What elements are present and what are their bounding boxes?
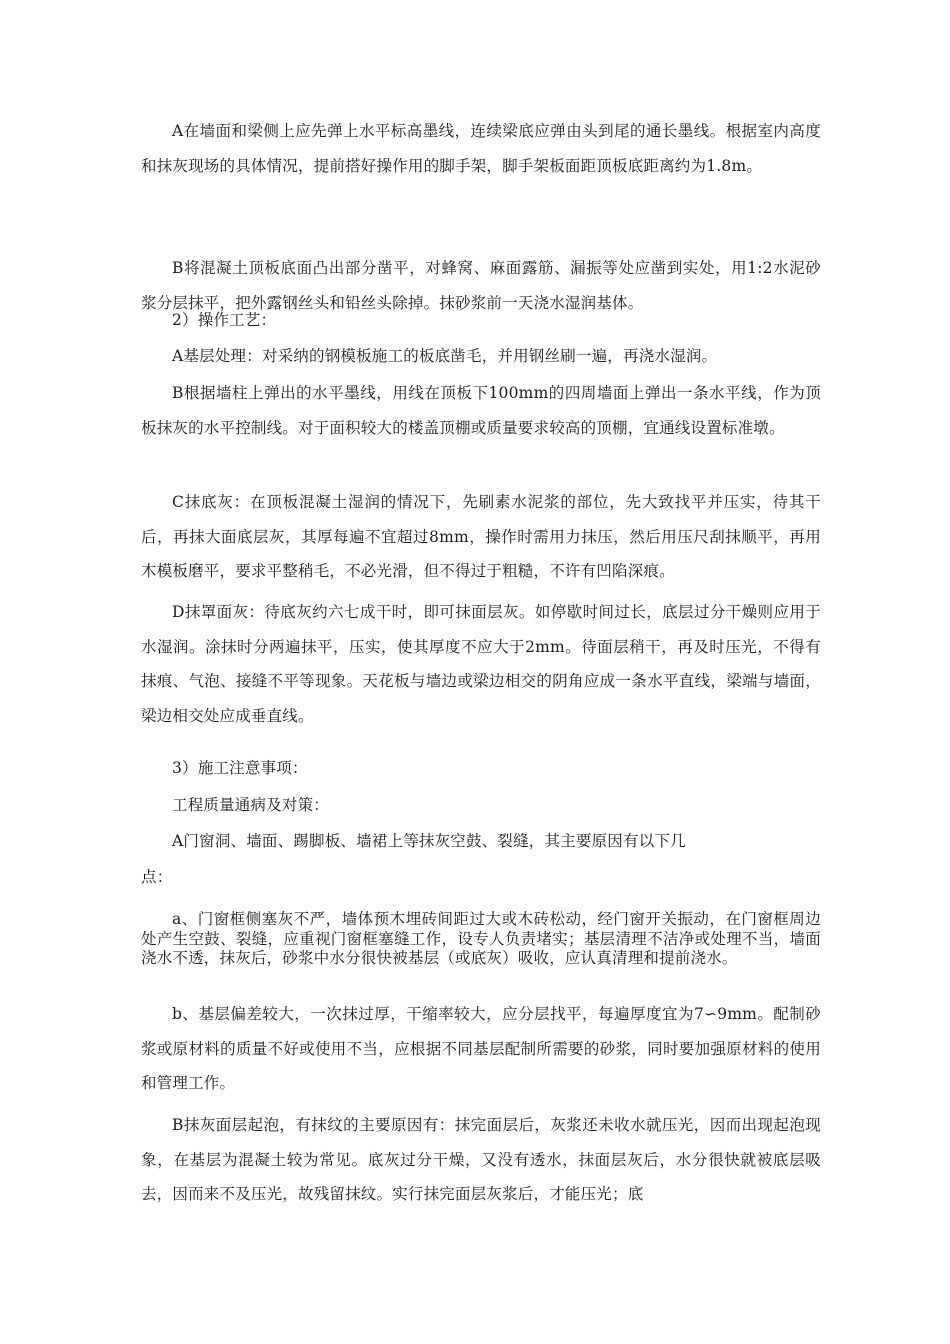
list-item-a: a、门窗框侧塞灰不严，墙体预木埋砖间距过大或木砖松动，经门窗开关振动，在门窗框周边处产生空鼓、裂缝，应重视门窗框塞缝工作，设专人负责堵实；基层清理不洁净或处理不当，墙面浇水不透，抹灰后，砂浆中水分很快被基层（或底灰）吸收，应认真清理和提前浇水。: [141, 910, 821, 967]
paragraph-ink-line-marking: A在墙面和梁侧上应先弹上水平标高墨线，连续梁底应弹由头到尾的通长墨线。根据室内高度和抹灰现场的具体情况，提前搭好操作用的脚手架，脚手架板面距顶板底距离约为1.8m。: [141, 122, 821, 175]
paragraph-base-coat: C抹底灰：在顶板混凝土湿润的情况下，先刷素水泥浆的部位，先大致找平并压实，待其干后，再抹大面底层灰，其厚每遍不宜超过8mm，操作时需用力抹压，然后用压尺刮抹顺平，再用木模板磨平，要求平整稍毛，不必光滑，但不得过于粗糙，不许有凹陷深痕。: [141, 493, 821, 580]
section-heading-operation-process: 2）操作工艺：: [172, 311, 277, 329]
section-heading-construction-notes: 3）施工注意事项：: [172, 759, 308, 777]
paragraph-horizontal-control-line: B根据墙柱上弹出的水平墨线，用线在顶板下100mm的四周墙面上弹出一条水平线，作为顶板抹灰的水平控制线。对于面积较大的楼盖顶棚或质量要求较高的顶棚，宜通线设置标准墩。: [141, 384, 821, 437]
paragraph-surface-blistering: B抹灰面层起泡，有抹纹的主要原因有：抹完面层后，灰浆还未收水就压光，因而出现起泡现象，在基层为混凝土较为常见。底灰过分干燥，又没有透水，抹面层灰后，水分很快就被底层吸去，因而来不及压光，故残留抹纹。实行抹完面层灰浆后，才能压光；底: [141, 1116, 821, 1203]
paragraph-base-treatment: A基层处理：对采纳的钢模板施工的板底凿毛，并用钢丝刷一遍，再浇水湿润。: [172, 347, 718, 365]
paragraph-surface-preparation: B将混凝土顶板底面凸出部分凿平，对蜂窝、麻面露筋、漏振等处应凿到实处，用1:2水泥砂浆分层抹平，把外露钢丝头和铅丝头除掉。抹砂浆前一天浇水湿润基体。: [141, 259, 821, 312]
paragraph-continuation: 点：: [141, 868, 173, 886]
paragraph-finish-coat: D抹罩面灰：待底灰约六七成干时，即可抹面层灰。如停歇时间过长，底层过分干燥则应用于水湿润。涂抹时分两遍抹平，压实，使其厚度不应大于2mm。待面层稍干，再及时压光，不得有抹痕、气泡、接缝不平等现象。天花板与墙边或梁边相交的阴角应成一条水平直线，梁端与墙面，梁边相交处应成垂直线。: [141, 603, 821, 725]
paragraph-hollowing-cracks-intro: A门窗洞、墙面、踢脚板、墙裙上等抹灰空鼓、裂缝，其主要原因有以下几: [172, 832, 686, 850]
list-item-b: b、基层偏差较大，一次抹过厚，干缩率较大，应分层找平，每遍厚度宜为7∽9mm。配制砂浆或原材料的质量不好或使用不当，应根据不同基层配制所需要的砂浆，同时要加强原材料的使用和管理工作。: [141, 1005, 821, 1092]
subheading-quality-defects: 工程质量通病及对策：: [172, 796, 330, 814]
